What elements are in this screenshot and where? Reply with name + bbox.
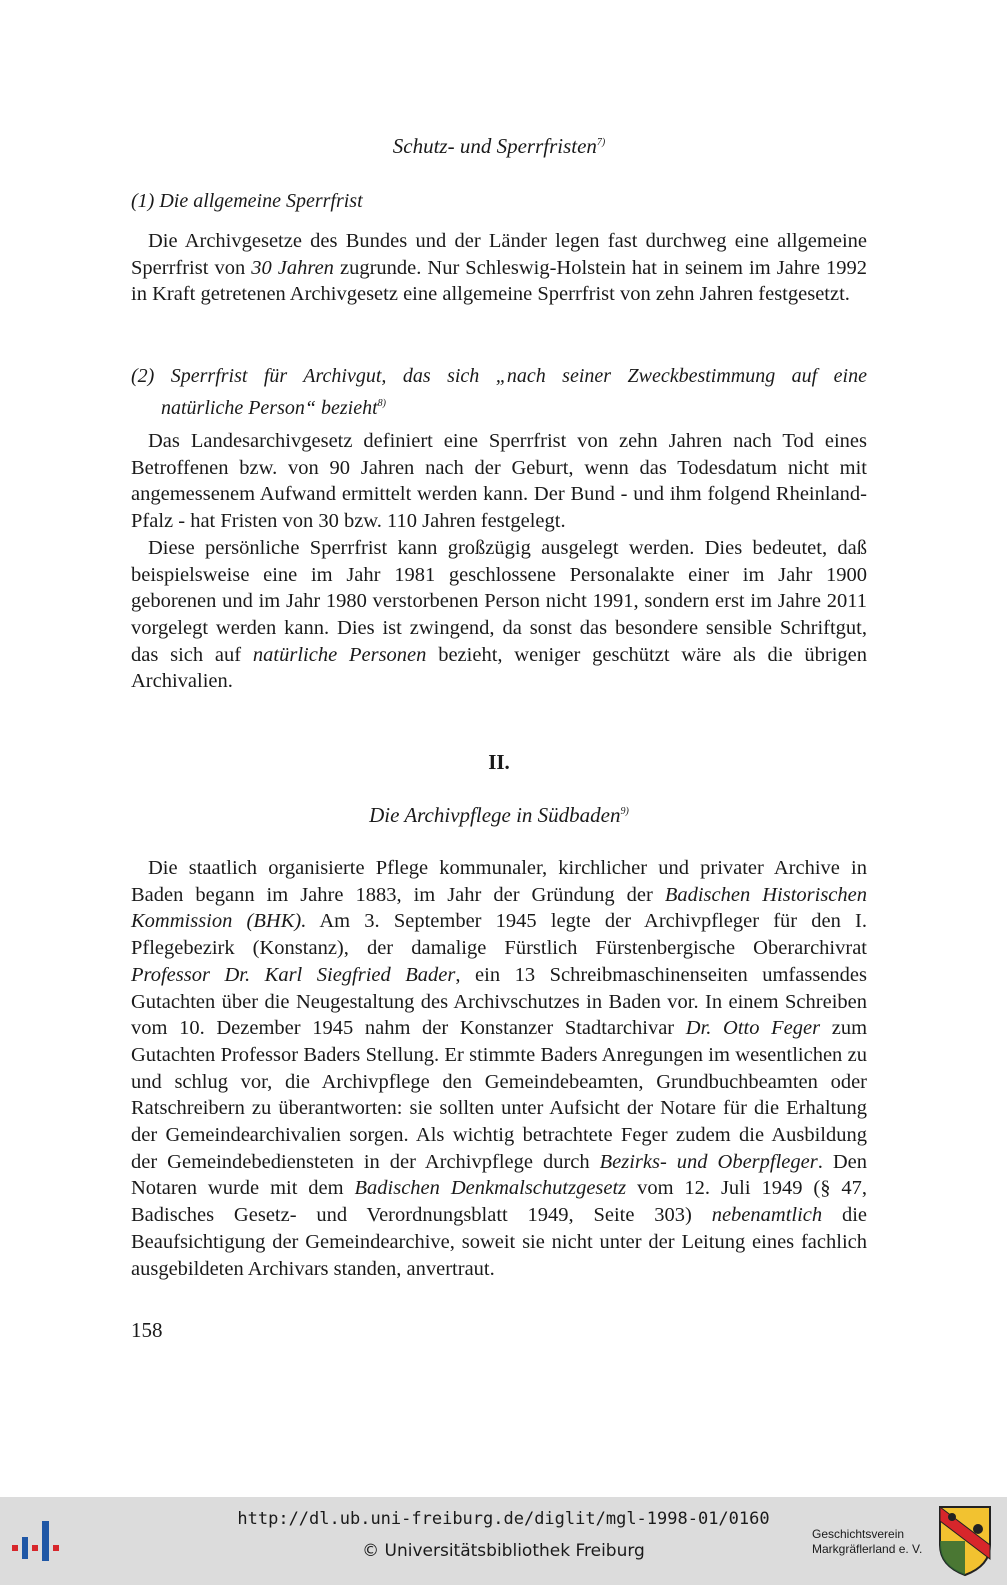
footnote-ref: 9) <box>620 806 629 817</box>
page-number: 158 <box>131 1318 163 1342</box>
subheading-2-cont: natürliche Person“ bezieht$^{8)}$ <box>161 396 386 419</box>
coat-of-arms-icon <box>938 1505 992 1577</box>
section-title <box>131 134 867 159</box>
subheading-1: (1) Die allgemeine Sperrfrist <box>131 190 363 212</box>
paragraph-3: Die staatlich organisierte Pflege kommunaler, kirchlicher und privater Archive in Baden begann im Jahre 1883, im Jahr der Gründung der Badischen Historischen Kommission (BHK). Am 3. September 1945 legte der Archivpfleger für den I. Pflegebezirk (Konstanz), der damalige Fürstlich Fürstenbergische Oberarchivrat Professor Dr. Karl Siegfried Bader, ein 13 Schreibmaschinenseiten umfassendes Gutachten über die Neugestaltung des Archivschutzes in Baden vor. In einem Schreiben vom 10. Dezember 1945 nahm der Konstanzer Stadtarchivar Dr. Otto Feger zum Gutachten Professor Baders Stellung. Er stimmte Baders Anregungen im wesentlichen zu und schlug vor, die Archivpflege den Gemeindebeamten, Grundbuchbeamten oder Ratschreibern zu überantworten: sie sollten unter Aufsicht der Notare für die Erhaltung der Gemeindearchivalien sorgen. Als wichtig betrachtete Feger zudem die Ausbildung der Gemeindebediensteten in der Archivpflege durch Bezirks- und Oberpfleger. Den Notaren wurde mit dem Badischen Denkmalschutzgesetz vom 12. Juli 1949 (§ 47, Badisches Gesetz- und Verordnungsblatt 1949, Seite 303) nebenamtlich die Beaufsichtigung der Gemeindearchive, soweit sie nicht unter der Leitung eines fachlich ausgebildeten Archivars standen, anvertraut. <box>131 857 868 1280</box>
section-title-text: Schutz- und Sperrfristen <box>392 134 597 158</box>
copyright-text: © Universitätsbibliothek Freiburg <box>362 1541 645 1561</box>
footer-bar <box>0 1497 1007 1585</box>
publisher-name: Geschichtsverein Markgräflerland e. V. <box>812 1527 923 1556</box>
subheading-2 <box>131 363 867 390</box>
part-numeral: II. <box>488 750 510 774</box>
paragraph-1: Die Archivgesetze des Bundes und der Länder legen fast durchweg eine allgemeine Sperrfrist von 30 Jahren zugrunde. Nur Schleswig-Holstein hat in seinem im Jahre 1992 in Kraft getretenen Archivgesetz eine allgemeine Sperrfrist von zehn Jahren festgesetzt. <box>131 230 867 306</box>
source-url-link[interactable]: http://dl.ub.uni-freiburg.de/diglit/mgl-1998-01/0160 <box>237 1509 770 1529</box>
footnote-ref: 8) <box>377 398 386 409</box>
subheading-2-line1: (2) Sperrfrist für Archivgut, das sich „nach seiner Zweckbestimmung auf eine <box>131 365 867 387</box>
paragraph-2: Das Landesarchivgesetz definiert eine Sperrfrist von zehn Jahren nach Tod eines Betroffenen bzw. von 90 Jahren nach der Geburt, wenn das Todesdatum nicht mit angemessenem Aufwand ermittelt werden kann. Der Bund - und ihm folgend Rheinland-Pfalz - hat Fristen von 30 bzw. 110 Jahren festgelegt. Diese persönliche Sperrfrist kann großzügig ausgelegt werden. Dies bedeutet, daß beispielsweise eine im Jahr 1981 geschlossene Personalakte einer im Jahr 1900 geborenen und im Jahr 1980 verstorbenen Person nicht 1991, sondern erst im Jahre 2011 vorgelegt werden kann. Dies ist zwingend, da sonst das besondere sensible Schriftgut, das sich auf natürliche Personen bezieht, weniger geschützt wäre als die übrigen Archivalien. <box>131 430 867 693</box>
part-title: Die Archivpflege in Südbaden$^{9)}$ <box>369 803 629 827</box>
footnote-ref: 7) <box>596 137 606 148</box>
